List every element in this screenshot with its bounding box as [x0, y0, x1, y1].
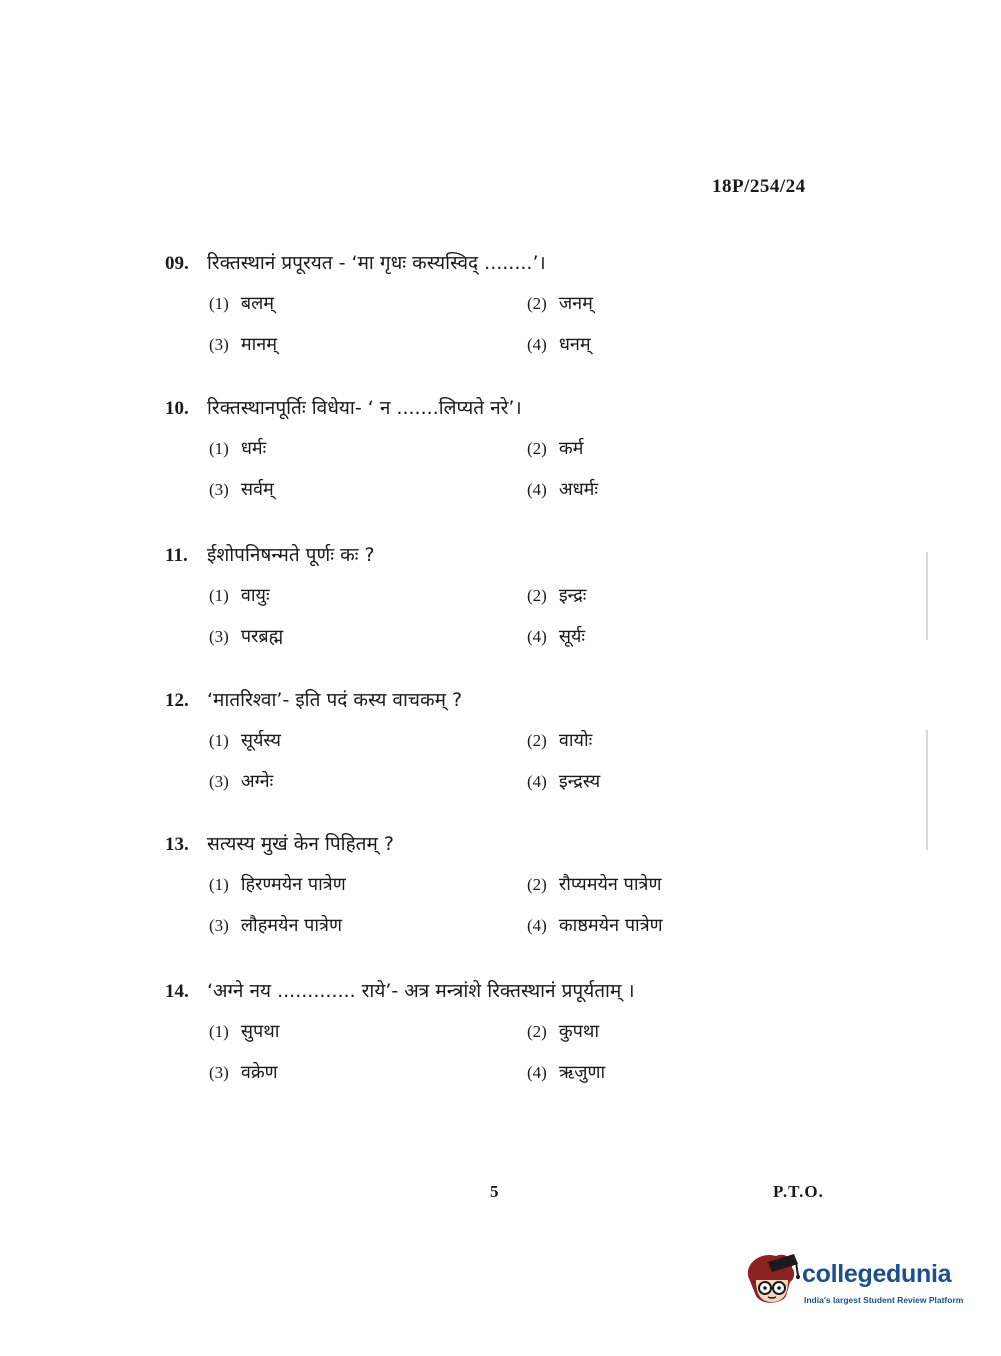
option-number: (2) [527, 875, 547, 894]
option-number: (1) [209, 875, 229, 894]
option-number: (3) [209, 1063, 229, 1082]
option-text: सूर्यः [558, 626, 586, 647]
question-number: 12. [165, 690, 189, 711]
option-text: कुपथा [558, 1021, 600, 1042]
option-1 [209, 869, 527, 900]
option-3 [209, 474, 527, 505]
question-number: 09. [165, 253, 189, 274]
option-text: वक्रेण [240, 1062, 278, 1083]
option-text: रौप्यमयेन पात्रेण [558, 874, 662, 895]
option-number: (1) [209, 586, 229, 605]
option-3 [209, 1057, 527, 1088]
option-number: (4) [527, 1063, 547, 1082]
option-4 [527, 766, 827, 797]
question-11 [165, 541, 825, 652]
option-text: सर्वम् [240, 479, 274, 500]
option-2 [527, 869, 827, 900]
option-text: वायुः [240, 585, 270, 606]
option-number: (3) [209, 480, 229, 499]
option-1 [209, 433, 527, 464]
question-text: ‘मातरिश्वा’- इति पदं कस्य वाचकम् ? [207, 689, 463, 711]
option-number: (1) [209, 439, 229, 458]
option-text: जनम् [558, 293, 593, 314]
option-3 [209, 910, 527, 941]
option-text: परब्रह्म [240, 626, 284, 647]
question-10 [165, 394, 825, 505]
option-number: (2) [527, 731, 547, 750]
question-number: 11. [165, 545, 188, 566]
question-13 [165, 830, 825, 941]
option-number: (3) [209, 772, 229, 791]
option-text: इन्द्रस्य [558, 771, 601, 792]
option-number: (4) [527, 916, 547, 935]
question-09 [165, 249, 825, 360]
option-number: (4) [527, 772, 547, 791]
option-3 [209, 766, 527, 797]
option-text: सूर्यस्य [240, 730, 281, 751]
option-number: (3) [209, 916, 229, 935]
option-1 [209, 1016, 527, 1047]
option-3 [209, 621, 527, 652]
option-text: ऋजुणा [558, 1062, 606, 1083]
option-text: लौहमयेन पात्रेण [240, 915, 343, 936]
option-text: धनम् [558, 334, 591, 355]
option-1 [209, 288, 527, 319]
watermark-brand: collegedunia [802, 1260, 952, 1288]
option-text: अग्नेः [240, 771, 274, 792]
option-3 [209, 329, 527, 360]
scan-artifact [926, 730, 928, 850]
scan-artifact [926, 552, 928, 640]
option-text: इन्द्रः [558, 585, 587, 606]
watermark-tagline: India's largest Student Review Platform [804, 1295, 964, 1305]
option-text: मानम् [240, 334, 278, 355]
option-4 [527, 1057, 827, 1088]
option-number: (4) [527, 627, 547, 646]
option-2 [527, 580, 827, 611]
paper-code: 18P/254/24 [712, 176, 806, 197]
question-number: 14. [165, 981, 189, 1002]
option-2 [527, 1016, 827, 1047]
option-1 [209, 725, 527, 756]
pto-label: P.T.O. [773, 1182, 824, 1201]
option-number: (2) [527, 586, 547, 605]
question-text: सत्यस्य मुखं केन पिहितम् ? [207, 833, 394, 855]
question-number: 13. [165, 834, 189, 855]
question-14 [165, 977, 825, 1088]
question-text: रिक्तस्थानं प्रपूरयत - ‘मा गृधः कस्यस्विद् ........’। [207, 252, 546, 274]
option-number: (2) [527, 439, 547, 458]
option-text: वायोः [558, 730, 593, 751]
question-text: ईशोपनिषन्मते पूर्णः कः ? [207, 544, 375, 566]
question-number: 10. [165, 398, 189, 419]
option-number: (1) [209, 731, 229, 750]
option-4 [527, 474, 827, 505]
option-number: (2) [527, 1022, 547, 1041]
option-1 [209, 580, 527, 611]
option-text: बलम् [240, 293, 275, 314]
option-2 [527, 433, 827, 464]
option-number: (1) [209, 1022, 229, 1041]
option-number: (2) [527, 294, 547, 313]
question-12 [165, 686, 825, 797]
option-2 [527, 288, 827, 319]
option-number: (3) [209, 627, 229, 646]
option-text: हिरण्मयेन पात्रेण [240, 874, 346, 895]
page-number: 5 [490, 1182, 499, 1201]
option-2 [527, 725, 827, 756]
option-number: (4) [527, 480, 547, 499]
question-text: ‘अग्ने नय ............. राये’- अत्र मन्त्रांशे रिक्तस्थानं प्रपूर्यताम् । [207, 980, 635, 1002]
option-text: काष्ठमयेन पात्रेण [558, 915, 663, 936]
question-text: रिक्तस्थानपूर्तिः विधेया- ‘ न .......लिप्यते नरे’। [207, 397, 522, 419]
option-number: (4) [527, 335, 547, 354]
collegedunia-watermark [742, 1248, 970, 1318]
option-text: कर्म [558, 438, 584, 459]
option-number: (3) [209, 335, 229, 354]
option-text: अधर्मः [558, 479, 599, 500]
option-text: सुपथा [240, 1021, 280, 1042]
option-4 [527, 329, 827, 360]
option-4 [527, 910, 827, 941]
option-text: धर्मः [240, 438, 267, 459]
option-number: (1) [209, 294, 229, 313]
option-4 [527, 621, 827, 652]
mascot-icon [742, 1250, 800, 1310]
